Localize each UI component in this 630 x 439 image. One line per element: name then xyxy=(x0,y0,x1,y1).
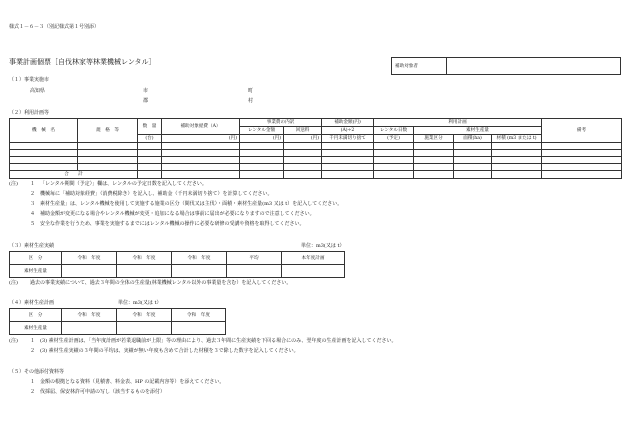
h-cost: 補助対象経費（A） xyxy=(162,119,240,135)
attachment-1: １ 金額の根拠となる資料（見積書、料金表、HP の記載内容等）を添えてください。 xyxy=(30,379,225,385)
row-label: 素材生産量 xyxy=(10,265,62,278)
subsidy-target-label: 補助対象者 xyxy=(392,58,447,75)
row-label: 素材生産量 xyxy=(10,322,62,335)
section4-note-label: (注) xyxy=(9,338,18,344)
h-qty: 数 量 xyxy=(138,119,162,135)
note-3: 素材生産量」は、レンタル機械を使用して実施する施業の区分（間伐又は主伐）・面積・素材生産量(m3 又は t）を記入してください。 xyxy=(40,201,343,207)
h-cost-unit: (円) xyxy=(162,135,240,143)
table-row[interactable] xyxy=(10,157,622,164)
subsidy-target-box xyxy=(391,57,621,75)
section4-unit: 単位：m3(又は t） xyxy=(118,300,162,306)
h-machine: 機 械 名 xyxy=(10,119,78,143)
table-row[interactable] xyxy=(10,143,622,150)
location-village: 村 xyxy=(248,98,254,104)
section3-note: 過去の事業実績について、過去３年間の全体の生産量(林業機械レンタル以外の事業量を含む）を記入してください。 xyxy=(30,280,292,286)
h-year-1: 令和 年度 xyxy=(62,309,117,322)
location-ward: 郡 xyxy=(143,98,149,104)
notes-label: (注) xyxy=(9,181,18,187)
note-5: 安全な作業を行うため、事業を実施するまでにはレンタル機械の操作に必要な研修の受講や資格を取得してください。 xyxy=(40,221,305,227)
note-4: 補助金額が変更になる場合やレンタル機械が変更・追加になる場合は事前に届出が必要になりますので注意してください。 xyxy=(40,211,315,217)
h-average: 平均 xyxy=(227,252,282,265)
production-plan-table xyxy=(9,308,226,335)
section4-note-1: １ (3) 素材生産計画は、「当年度計画が若業退職前が上限」等の理由により、過去３年間に生産実績を下回る場合にのみ、翌年度の生産計画を記入してください。 xyxy=(30,338,397,344)
h-year-2: 令和 年度 xyxy=(117,309,172,322)
section1-heading: （１）事業実施市 xyxy=(9,77,50,83)
section3-heading: （３）素材生産実績 xyxy=(9,243,55,249)
subsidy-target-field[interactable] xyxy=(447,58,621,75)
production-record-table xyxy=(9,251,345,278)
h-plan: 本年度計画 xyxy=(282,252,345,265)
h-volume: 素材生産量 xyxy=(414,127,542,135)
h-days-unit: (予定) xyxy=(374,135,414,143)
section4-heading: （４）素材生産計画 xyxy=(9,300,55,306)
h-days: レンタル日数 xyxy=(374,127,414,135)
total-row xyxy=(10,171,622,179)
total-label: 合 計 xyxy=(10,171,138,179)
h-rental-unit: (円) xyxy=(240,135,284,143)
section3-unit: 単位：m3(又は t） xyxy=(301,243,345,249)
form-id: 様式１－６－３（別記様式第１号別添） xyxy=(9,24,100,30)
h-shipping-unit: (円) xyxy=(284,135,322,143)
attachment-2: ２ 伐採届、保安林許可申請の写し（該当するものを添付） xyxy=(30,389,166,395)
usage-plan-table xyxy=(9,118,622,179)
h-year-2: 令和 年度 xyxy=(117,252,172,265)
h-class: 区 分 xyxy=(10,309,62,322)
h-spec: 規 格 等 xyxy=(78,119,138,143)
table-row[interactable] xyxy=(10,164,622,171)
location-city: 市 xyxy=(143,88,149,94)
h-year-3: 令和 年度 xyxy=(172,252,227,265)
h-breakdown: 事業費の内訳 xyxy=(240,119,322,127)
h-usage: 利用計画 xyxy=(374,119,542,127)
h-year-1: 令和 年度 xyxy=(62,252,117,265)
h-rental: レンタル金額 xyxy=(240,127,284,135)
h-type: 施業区分 xyxy=(414,135,454,143)
section5-heading: （５）その他添付資料等 xyxy=(9,369,65,375)
section4-note-2: ２ (3) 素材生産実績の３年間の平均は、実績が無い年度も含めて合計した材積を３で除した数字を記入してください。 xyxy=(30,348,299,354)
h-subsidy: 補助金額(円) xyxy=(322,119,374,127)
h-shipping: 回送料 xyxy=(284,127,322,135)
location-pref: 高知県 xyxy=(30,88,46,94)
table-row[interactable] xyxy=(10,150,622,157)
h-area: 面積(ha) xyxy=(454,135,492,143)
section2-heading: （２）利用計画等 xyxy=(9,110,50,116)
page-title: 事業計画個票［自伐林家等林業機械レンタル］ xyxy=(9,58,156,66)
h-subsidy-formula: (A)÷2 xyxy=(322,127,374,135)
h-qty-unit: (台) xyxy=(138,135,162,143)
h-class: 区 分 xyxy=(10,252,62,265)
section3-note-label: (注) xyxy=(9,280,18,286)
location-town: 町 xyxy=(248,88,254,94)
note-2: 機械毎に「補助対象経費」（消費税除き）を記入し、補助金（千円未満切り捨て）を計算してください。 xyxy=(40,191,273,197)
h-material: 材積 (m3 または t) xyxy=(492,135,542,143)
h-year-3: 令和 年度 xyxy=(172,309,226,322)
note-1: 「レンタル期間（予定）」欄は、レンタルの予定日数を記入してください。 xyxy=(40,181,207,187)
h-subsidy-note: 千円未満切り捨て xyxy=(322,135,374,143)
h-remarks: 備考 xyxy=(542,119,622,143)
